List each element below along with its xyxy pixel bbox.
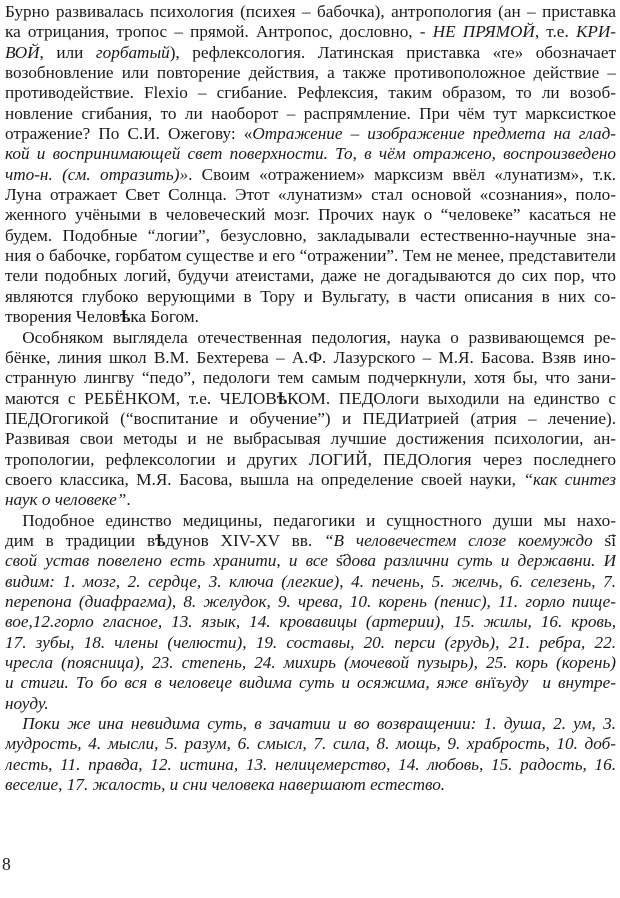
text-line: отражение? По С.И. Ожегову: «Отражение – изображение предмета на глад- [5, 124, 616, 144]
text-line: своего классика, М.Я. Басова, вышла на определение своей науки, “как синтез [5, 469, 616, 489]
text-line: мудрость, 4. мысли, 5. разум, 6. смысл, 7. сила, 8. мощь, 9. храбрость, 10. доб- [5, 734, 616, 754]
text-line: наук о человеке”. [5, 490, 131, 510]
text-line: веселие, 17. жалость, и сни человека навершают естество. [5, 775, 446, 795]
text-line: чресла (поясница), 23. степень, 24. михирь (мочевой пузырь), 25. корь (корень) [5, 653, 616, 672]
text-line: ка отрицания, тропос – прямой. Антропос, дословно, - НЕ ПРЯМОЙ, т.е. КРИ- [5, 22, 616, 42]
text-line: и стиги. То бо вся в человеце видима суть и осяжима, яже внїъуду и внутре- [5, 673, 616, 693]
text-line: перепона (диафрагма), 8. желудок, 9. чрева, 10. корень (пенис), 11. горло пище- [5, 591, 616, 611]
text-line: странную лингву “педо”, педологи тем самым подчеркнули, хотя бы, что зани- [5, 368, 616, 388]
text-line: возобновление или повторение действия, а также противоположное действие – [5, 63, 616, 83]
text-line: ноуду. [5, 693, 49, 713]
text-line: бёнке, линия школ В.М. Бехтерева – А.Ф. Лазурского – М.Я. Басова. Взяв ино- [5, 347, 616, 367]
text-line: видим: 1. мозг, 2. сердце, 3. ключа (легкие), 4. печень, 5. желчь, 6. селезень, 7. [5, 571, 616, 591]
text-line: ПЕДОгогикой (“воспитание и обучение”) и ПЕДИатрией (атрия – лечение). [5, 408, 616, 428]
text-line: тропологии, рефлексологии и других ЛОГИЙ, ПЕДОлогия через последнего [5, 449, 616, 469]
text-line: Поки же ина невидима суть, в зачатии и во возвращении: 1. душа, 2. ум, 3. [22, 714, 616, 734]
text-line: что-н. (см. отразить)». Своим «отражением» марксизм ввёл «лунатизм», т.к. [5, 164, 616, 184]
page-body [5, 2, 616, 795]
text-line: являются глубоко верующими в Тору и Вульгату, в части описания в них со- [5, 286, 616, 306]
text-line: вое,12.горло гласное, 13. язык, 14. кровавицы (артерии), 15. жилы, 16. кровь, [5, 612, 616, 632]
text-line: ВОЙ, или горбатый), рефлексология. Латинская приставка «re» обозначает [5, 42, 616, 62]
text-line: 17. зубы, 18. члены (челюсти), 19. составы, 20. перси (грудь), 21. ребра, 22. [5, 632, 616, 652]
text-line: Особняком выглядела отечественная педология, наука о развивающемся ре- [5, 327, 616, 347]
text-line: Развивая свои методы и не выбрасывая лучшие достижения психологии, ан- [5, 429, 616, 449]
text-line: противодействие. Flexio – сгибание. Рефлексия, таким образом, то ли возоб- [5, 83, 616, 103]
text-line: ния о бабочке, горбатом существе и его “отражении”. Тем не менее, представители [5, 246, 616, 266]
text-line: творения Человѣка Богом. [5, 307, 199, 327]
text-line: лесть, 11. правда, 12. истина, 13. нелицемерство, 14. любовь, 15. радость, 16. [5, 754, 616, 774]
text-line: Бурно развивалась психология (психея – бабочка), антропология (ан – приставка [5, 2, 616, 21]
text-line: кой и воспринимающей свет поверхности. То, в чём отражено, воспроизведено [5, 144, 616, 164]
text-line: Луна отражает Свет Солнца. Этот «лунатизм» стал основой «сознания», поло- [5, 185, 616, 205]
page-number: 8 [2, 854, 11, 874]
text-line: свой устав повелено есть хранити, и все ѕ҃дова различни суть и державни. И [5, 551, 616, 571]
text-line: тели подобных логий, будучи атеистами, даже не догадываются до сих пор, что [5, 266, 616, 286]
text-line: будем. Подобные “логии”, безусловно, закладывали естественно-научные зна- [5, 225, 616, 245]
text-line: Подобное единство медицины, педагогики и сущностного души мы нахо- [5, 510, 616, 530]
text-line: женного учёными в человеческий мозг. Прочих наук о “человеке” касаться не [5, 205, 616, 225]
text-line: дим в традиции вѣдунов XIV-XV вв. “В человечестем слозе коемуждо ѕ҃і҃ [5, 530, 616, 550]
text-line: маются с РЕБЁНКОМ, т.е. ЧЕЛОВѣКОМ. ПЕДОлоги выходили на единство с [5, 388, 616, 408]
text-line: новление сгибания, то ли наоборот – распрямление. При чём тут марксисткое [5, 103, 616, 123]
